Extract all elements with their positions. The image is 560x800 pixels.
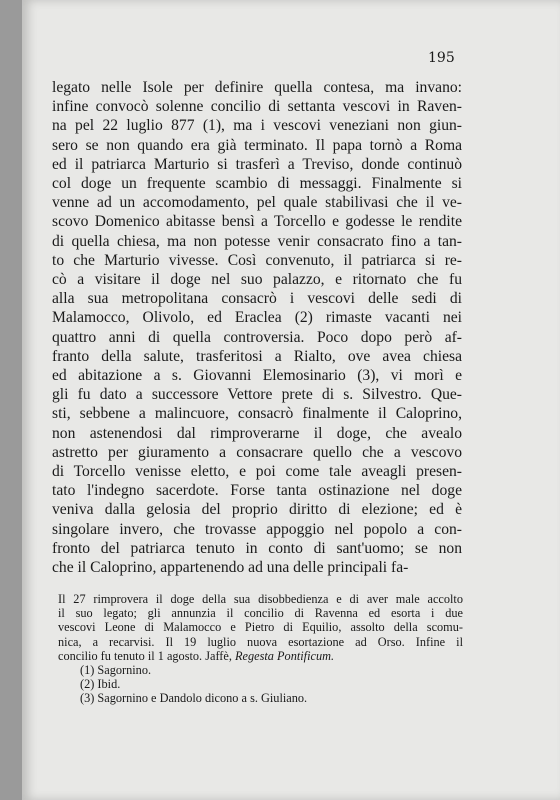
body-line: col doge un frequente scambio di messaggi. Finalmente si [52, 175, 462, 193]
body-line: na pel 22 luglio 877 (1), ma i vescovi veneziani non giun- [52, 117, 462, 135]
body-line: sero se non quando era già terminato. Il papa tornò a Roma [52, 136, 462, 154]
body-line: gli fu dato a successore Vettore prete di s. Silvestro. Que- [52, 386, 462, 404]
body-line: franto della salute, trasferitosi a Rialto, ove avea chiesa [52, 347, 462, 365]
body-line: che il Caloprino, appartenendo ad una delle principali fa- [52, 559, 409, 577]
footnote-citation: Regesta Pontificum. [235, 648, 335, 663]
body-line: sti, sebbene a malincuore, consacrò finalmente il Caloprino, [52, 405, 462, 423]
body-line: to che Marturio vivesse. Così convenuto, il patriarca si re- [52, 251, 462, 269]
body-line: di quella chiesa, ma non potesse venir consacrato fino a tan- [52, 232, 462, 250]
footnotes [58, 592, 463, 706]
body-line: quattro anni di quella controversia. Poco dopo però af- [52, 328, 462, 346]
body-line: fronto del patriarca tenuto in conto di sant'uomo; se non [52, 539, 462, 557]
body-line: infine convocò solenne concilio di settanta vescovi in Raven- [52, 98, 462, 116]
body-line: Malamocco, Olivolo, ed Eraclea (2) rimaste vacanti nei [52, 309, 462, 327]
body-text [52, 78, 462, 577]
body-line: legato nelle Isole per definire quella contesa, ma invano: [52, 79, 462, 96]
footnote-3: (3) Sagornino e Dandolo dicono a s. Giuliano. [80, 691, 308, 706]
footnote-continuation-line: il suo legato; gli annunzia il concilio di Ravenna ed esorta i due [58, 606, 463, 621]
body-line: ed il patriarca Marturio si trasferì a Treviso, donde continuò [52, 155, 462, 173]
body-line: ed abitazione a s. Giovanni Elemosinario (3), vi morì e [52, 367, 462, 385]
footnote-text: concilio fu tenuto il 1 agosto. Jaffè, [58, 648, 232, 663]
body-line: non astenendosi dal rimproverarne il doge, che avealo [52, 424, 462, 442]
page-number: 195 [428, 50, 455, 66]
body-line: veniva dalla gelosia del proprio diritto di elezione; ed è [52, 501, 462, 519]
footnote-1: (1) Sagornino. [80, 663, 152, 678]
footnote-continuation-line: vescovi Leone di Malamocco e Pietro di Equilio, assolto della scomu- [58, 620, 463, 635]
body-line: singolare invero, che trovasse appoggio nel popolo a con- [52, 520, 462, 538]
body-line: astretto per giuramento a consacrare quello che a vescovo [52, 443, 462, 461]
body-line: alla sua metropolitana consacrò i vescovi delle sedi di [52, 290, 462, 308]
book-page [22, 0, 560, 800]
footnote-continuation-line: nica, a recarvisi. Il 19 luglio nuova esortazione ad Orso. Infine il [58, 634, 463, 649]
body-line: di Torcello venisse eletto, e poi come tale aveagli presen- [52, 463, 462, 481]
footnote-2: (2) Ibid. [80, 677, 121, 692]
footnote-continuation-line: Il 27 rimprovera il doge della sua disobbedienza e di aver male accolto [58, 592, 463, 606]
body-line: cò a visitare il doge nel suo palazzo, e ritornato che fu [52, 271, 462, 289]
body-line: scovo Domenico abitasse bensì a Torcello e godesse le rendite [52, 213, 462, 231]
body-line: tato l'indegno sacerdote. Forse tanta ostinazione nel doge [52, 482, 462, 500]
body-line: venne ad un accomodamento, pel quale stabilivasi che il ve- [52, 194, 462, 212]
footnote-continuation-last-line [58, 649, 463, 663]
